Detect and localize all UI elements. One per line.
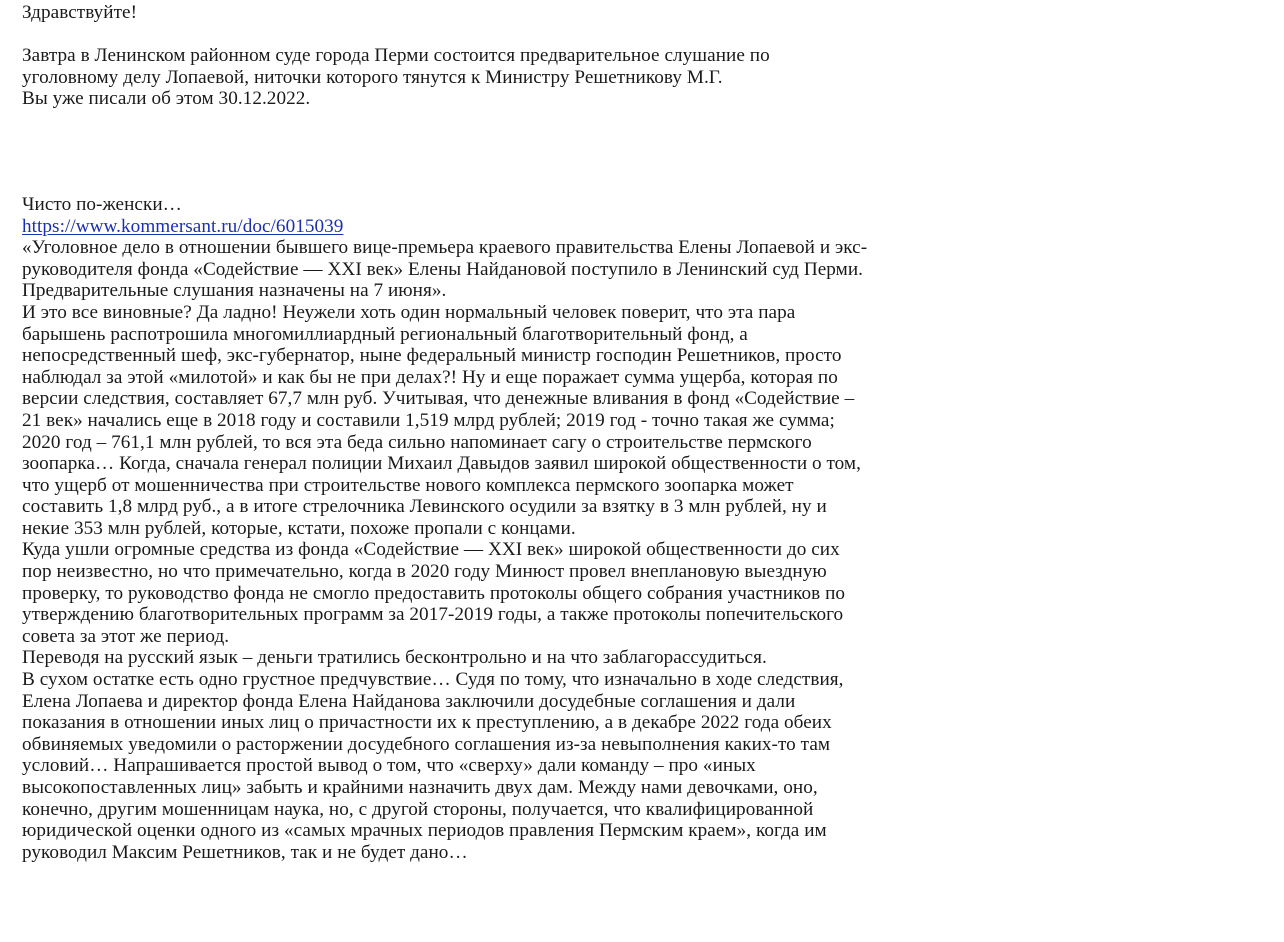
body-line: «Уголовное дело в отношении бывшего вице-премьера краевого правительства Елены Лопаевой и экс-	[22, 237, 868, 259]
body-line: барышень распотрошила многомиллиардный региональный благотворительный фонд, а	[22, 323, 748, 345]
body-line: Предварительные слушания назначены на 7 июня».	[22, 280, 447, 302]
section-heading: Чисто по-женски…	[22, 193, 182, 215]
body-line: юридической оценки одного из «самых мрачных периодов правления Пермским краем», когда им	[22, 820, 827, 842]
source-link[interactable]: https://www.kommersant.ru/doc/6015039	[22, 215, 344, 237]
blank-space	[22, 110, 1262, 194]
body-line: составить 1,8 млрд руб., а в итоге стрелочника Левинского осудили за взятку в 3 млн рублей, ну и	[22, 496, 827, 518]
body-line: Куда ушли огромные средства из фонда «Содействие — XXI век» широкой общественности до сих	[22, 539, 840, 561]
letter-document	[22, 2, 1262, 863]
body-line: Елена Лопаева и директор фонда Елена Найданова заключили досудебные соглашения и дали	[22, 690, 796, 712]
body-line: Переводя на русский язык – деньги тратились бесконтрольно и на что заблагорассудиться.	[22, 647, 767, 669]
body-line: руководителя фонда «Содействие — XXI век» Елены Найдановой поступило в Ленинский суд Перми.	[22, 258, 864, 280]
article-body	[22, 237, 1262, 863]
intro-line: Завтра в Ленинском районном суде города Перми состоится предварительное слушание по	[22, 45, 770, 67]
body-line: зоопарка… Когда, сначала генерал полиции Михаил Давыдов заявил широкой общественности о том,	[22, 453, 861, 475]
body-line: 21 век» начались еще в 2018 году и составили 1,519 млрд рублей; 2019 год - точно такая же сумма;	[22, 409, 835, 431]
body-line: В сухом остатке есть одно грустное предчувствие… Судя по тому, что изначально в ходе следствия,	[22, 669, 844, 691]
intro-line: уголовному делу Лопаевой, ниточки которого тянутся к Министру Решетникову М.Г.	[22, 66, 723, 88]
intro-line: Вы уже писали об этом 30.12.2022.	[22, 88, 311, 110]
intro-paragraph	[22, 45, 1262, 110]
blank-line	[22, 24, 1262, 46]
body-line: что ущерб от мошенничества при строительстве нового комплекса пермского зоопарка может	[22, 474, 794, 496]
body-line: утверждению благотворительных программ за 2017-2019 годы, а также протоколы попечительского	[22, 604, 844, 626]
body-line: наблюдал за этой «милотой» и как бы не при делах?! Ну и еще поражает сумма ущерба, которая по	[22, 366, 838, 388]
body-line: обвиняемых уведомили о расторжении досудебного соглашения из-за невыполнения каких-то там	[22, 733, 831, 755]
body-line: непосредственный шеф, экс-губернатор, ныне федеральный министр господин Решетников, просто	[22, 345, 842, 367]
body-line: условий… Напрашивается простой вывод о том, что «сверху» дали команду – про «иных	[22, 755, 756, 777]
body-line: проверку, то руководство фонда не смогло предоставить протоколы общего собрания участников по	[22, 582, 846, 604]
body-line: версии следствия, составляет 67,7 млн руб. Учитывая, что денежные вливания в фонд «Содействие –	[22, 388, 855, 410]
greeting-line: Здравствуйте!	[22, 2, 138, 23]
body-line: высокопоставленных лиц» забыть и крайними назначить двух дам. Между нами девочками, оно,	[22, 777, 818, 798]
body-line: И это все виновные? Да ладно! Неужели хоть один нормальный человек поверит, что эта пара	[22, 301, 796, 323]
body-line: руководил Максим Решетников, так и не будет дано…	[22, 841, 468, 863]
body-line: конечно, другим мошенницам наука, но, с другой стороны, получается, что квалифицированной	[22, 798, 814, 820]
source-link-line	[22, 216, 1262, 238]
body-line: совета за этот же период.	[22, 625, 230, 647]
body-line: некие 353 млн рублей, которые, кстати, похоже пропали с концами.	[22, 517, 576, 539]
body-line: показания в отношении иных лиц о причастности их к преступлению, а в декабре 2022 года обеих	[22, 712, 832, 734]
body-line: 2020 год – 761,1 млн рублей, то вся эта беда сильно напоминает сагу о строительстве пермского	[22, 431, 812, 453]
body-line: пор неизвестно, но что примечательно, когда в 2020 году Минюст провел внеплановую выездную	[22, 561, 827, 583]
